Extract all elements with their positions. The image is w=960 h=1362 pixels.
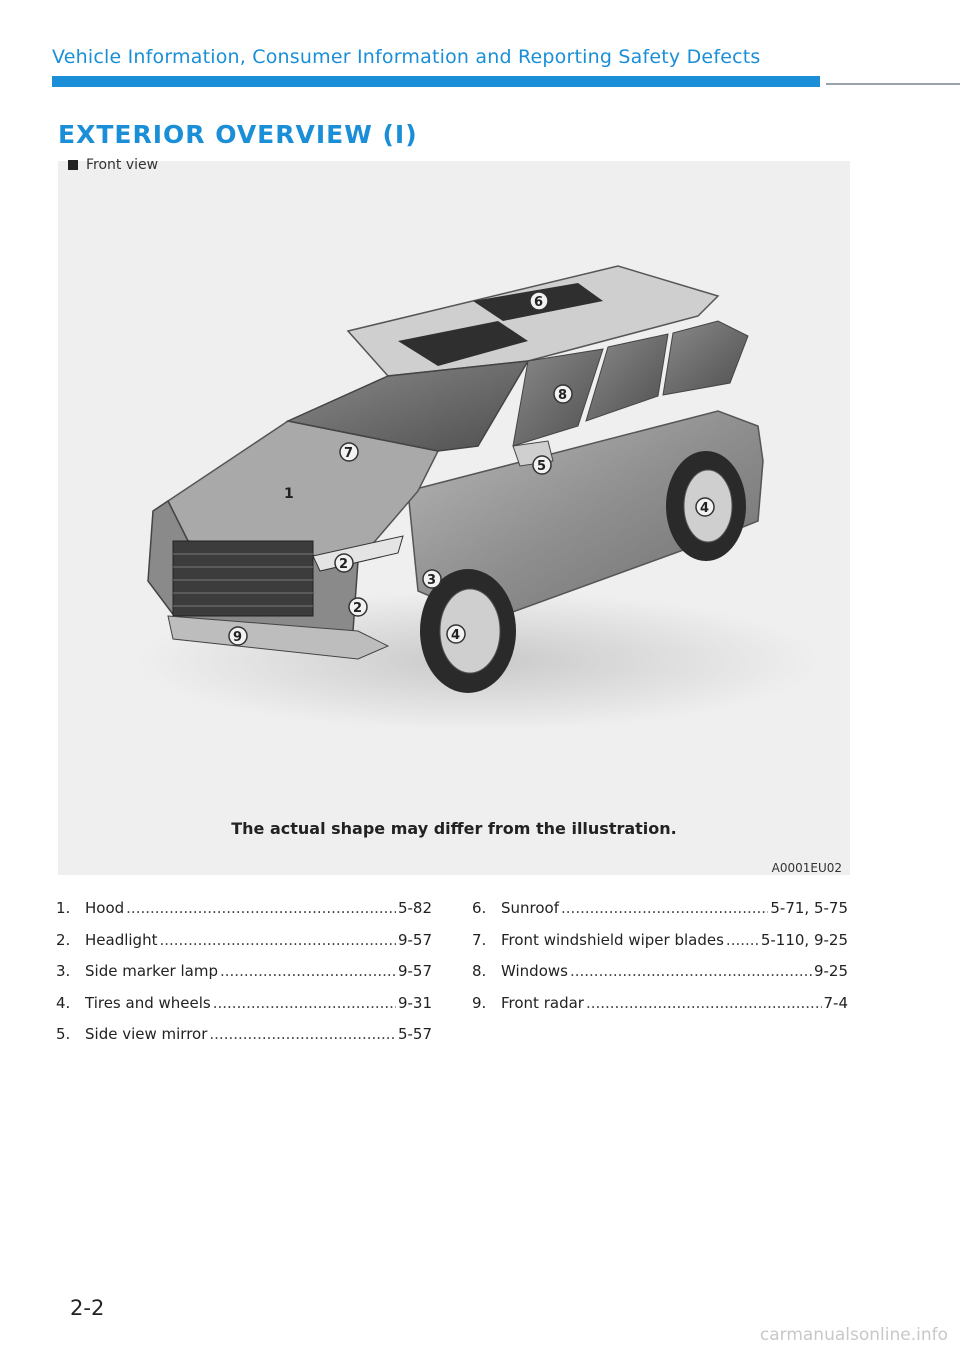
list-item: 4. Tires and wheels ..... 9-31 <box>56 994 432 1026</box>
list-item: 7. Front windshield wiper blades ..... 5-110, 9-25 <box>472 931 848 963</box>
callout-2-upper <box>335 554 353 572</box>
callout-3 <box>423 570 441 588</box>
list-item: 3. Side marker lamp ..... 9-57 <box>56 962 432 994</box>
watermark: carmanualsonline.info <box>759 1325 948 1345</box>
callout-4-front <box>447 625 465 643</box>
view-label <box>68 157 158 173</box>
list-item: 8. Windows ..... 9-25 <box>472 962 848 994</box>
list-item: 1. Hood ..... 5-82 <box>56 899 432 931</box>
list-item: 5. Side view mirror ..... 5-57 <box>56 1025 432 1057</box>
callout-9 <box>229 627 247 645</box>
header-bar <box>52 76 820 87</box>
callout-8 <box>554 385 572 403</box>
callout-5 <box>533 456 551 474</box>
svg-text:8: 8 <box>558 388 568 403</box>
component-list-right <box>472 899 848 1025</box>
svg-text:6: 6 <box>534 295 544 310</box>
view-label-text: Front view <box>86 157 159 173</box>
square-bullet-icon <box>68 160 78 170</box>
list-item: 2. Headlight ..... 9-57 <box>56 931 432 963</box>
header-rule <box>826 83 960 85</box>
svg-text:5: 5 <box>537 459 547 474</box>
figure-code: A0001EU02 <box>771 861 842 875</box>
svg-text:2: 2 <box>339 557 349 572</box>
svg-text:4: 4 <box>451 628 461 643</box>
list-item: 9. Front radar ..... 7-4 <box>472 994 848 1026</box>
page-number: 2-2 <box>70 1296 105 1320</box>
figure-note: The actual shape may differ from the illustration. <box>231 819 677 838</box>
svg-text:7: 7 <box>344 446 354 461</box>
svg-text:9: 9 <box>233 630 243 645</box>
callout-7 <box>340 443 358 461</box>
callout-1: 1 <box>284 486 294 502</box>
callout-2-lower <box>349 598 367 616</box>
component-list-left <box>56 899 432 1057</box>
header-title: Vehicle Information, Consumer Information and Reporting Safety Defects <box>52 46 761 68</box>
svg-text:4: 4 <box>700 501 710 516</box>
svg-text:2: 2 <box>353 601 363 616</box>
callout-6 <box>530 292 548 310</box>
section-title: EXTERIOR OVERVIEW (I) <box>58 120 418 149</box>
suv-illustration <box>58 161 850 875</box>
svg-text:3: 3 <box>427 573 437 588</box>
figure-panel <box>58 161 850 875</box>
callout-4-rear <box>696 498 714 516</box>
list-item: 6. Sunroof ..... 5-71, 5-75 <box>472 899 848 931</box>
